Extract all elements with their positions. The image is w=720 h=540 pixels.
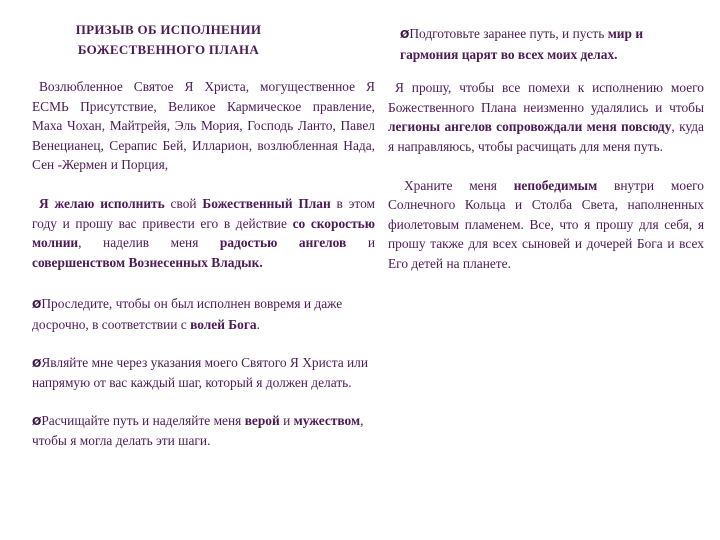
bullet-arrow-icon: Ø xyxy=(32,356,42,370)
invocation-paragraph: Возлюбленное Святое Я Христа, могущественное Я ЕСМЬ Присутствие, Великое Кармическое правление, Маха Чохан, Майтрейя, Эль Мория, Господь Ланто, Павел Венецианец, Серапис Бей, Илларион, возлюбленная Нада, Сен -Жермен и Порция, xyxy=(32,79,375,173)
left-column xyxy=(32,20,375,451)
protection-paragraph: Храните меня непобедимым внутри моего Солнечного Кольца и Столба Света, наполненных фиолетовым пламенем. Все, что я прошу для себя, я прошу также для всех сыновей и дочерей Бога и всех Его детей на планете. xyxy=(388,177,704,271)
bullet-arrow-icon: Ø xyxy=(400,28,410,41)
page-title xyxy=(32,20,375,60)
bullet-item: ØЯвляйте мне через указания моего Святого Я Христа или напрямую от вас каждый шаг, который я должен делать. xyxy=(32,354,369,391)
right-column xyxy=(388,24,704,274)
title-line-2: БОЖЕСТВЕННОГО ПЛАНА xyxy=(77,42,260,57)
bullet-arrow-icon: Ø xyxy=(32,414,42,428)
bullet-item: ØРасчищайте путь и наделяйте меня верой и мужеством, чтобы я могла делать эти шаги. xyxy=(32,412,364,449)
request-paragraph: Я прошу, чтобы все помехи к исполнению моего Божественного Плана неизменно удалялись и чтобы легионы ангелов сопровождали меня повсюду, куда я направляюсь, чтобы расчищать для меня путь. xyxy=(388,80,704,154)
bullet-item: ØПодготовьте заранее путь, и пусть мир и гармония царят во всех моих делах. xyxy=(400,26,644,62)
title-line-1: ПРИЗЫВ ОБ ИСПОЛНЕНИИ xyxy=(75,22,262,37)
intention-paragraph: Я желаю исполнить свой Божественный План в этом году и прошу вас привести его в действие со скоростью молнии, наделив меня радостью ангелов и совершенством Вознесенных Владык. xyxy=(32,195,375,270)
bullet-arrow-icon: Ø xyxy=(32,298,42,312)
bullet-item: ØПроследите, чтобы он был исполнен вовремя и даже досрочно, в соответствии с волей Бога. xyxy=(32,296,343,332)
